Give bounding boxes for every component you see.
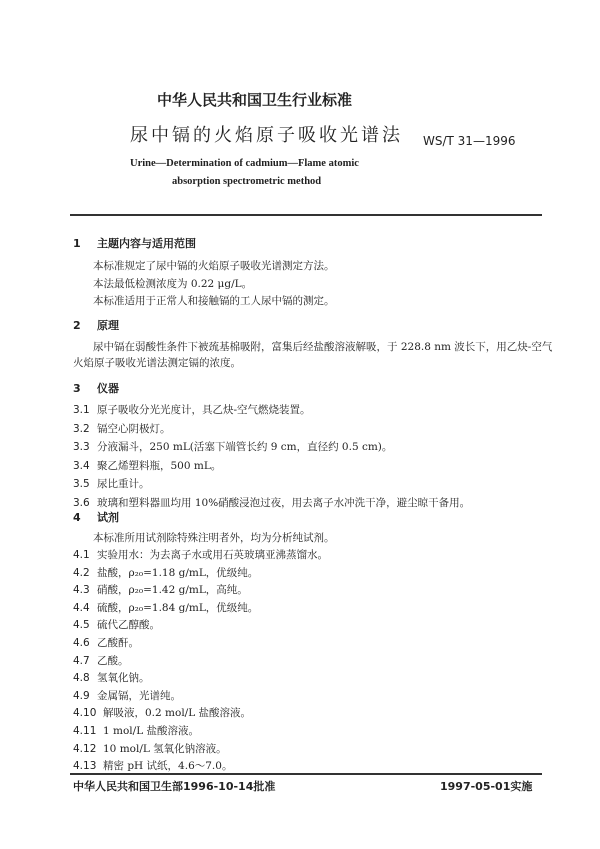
item-number: 4.4 <box>73 601 90 614</box>
item-number: 3.2 <box>73 422 90 435</box>
section-1-heading: 1 主题内容与适用范围 <box>73 237 196 250</box>
standard-code: WS/T 31—1996 <box>423 134 516 148</box>
list-item <box>73 620 160 631</box>
item-text: 乙酸。 <box>97 654 129 667</box>
item-text: 分液漏斗，250 mL(活塞下端管长约 9 cm，直径约 0.5 cm)。 <box>97 441 393 454</box>
header-rule <box>70 214 542 216</box>
section-1-para: 本标准规定了尿中镉的火焰原子吸收光谱测定方法。 <box>93 260 335 272</box>
list-item <box>73 585 248 596</box>
list-item <box>73 761 232 772</box>
list-item <box>73 424 171 435</box>
item-number: 3.5 <box>73 478 90 491</box>
approval-note: 中华人民共和国卫生部1996-10-14批准 <box>73 780 276 793</box>
document-title: 尿中镉的火焰原子吸收光谱法 <box>130 125 403 146</box>
item-number: 4.3 <box>73 584 90 597</box>
list-item <box>73 708 251 719</box>
section-4-intro: 本标准所用试剂除特殊注明者外，均为分析纯试剂。 <box>93 532 335 544</box>
list-item <box>73 691 181 702</box>
item-text: 硝酸，ρ₂₀=1.42 g/mL，高纯。 <box>97 584 248 597</box>
item-text: 乙酸酐。 <box>97 637 139 649</box>
section-4-heading: 4 试剂 <box>73 511 119 524</box>
item-text: 氢氧化钠。 <box>97 672 150 685</box>
item-text: 1 mol/L 盐酸溶液。 <box>103 725 200 737</box>
list-item <box>73 726 199 737</box>
list-item <box>73 442 392 453</box>
list-item <box>73 638 139 649</box>
implementation-date: 1997-05-01实施 <box>440 780 533 793</box>
section-1-para: 本法最低检测浓度为 0.22 μg/L。 <box>93 278 253 290</box>
item-text: 硫酸，ρ₂₀=1.84 g/mL，优级纯。 <box>97 601 259 614</box>
list-item <box>73 744 227 755</box>
item-number: 4.12 <box>73 742 97 755</box>
section-2-para: 尿中镉在弱酸性条件下被巯基棉吸附，富集后经盐酸溶液解吸，于 228.8 nm 波长下，用乙炔-空气 <box>93 341 553 353</box>
item-number: 4.8 <box>73 672 90 685</box>
section-1-para: 本标准适用于正常人和接触镉的工人尿中镉的测定。 <box>93 295 335 307</box>
list-item <box>73 405 311 416</box>
item-text: 聚乙烯塑料瓶，500 mL。 <box>97 459 222 472</box>
item-number: 4.11 <box>73 725 97 737</box>
item-number: 4.7 <box>73 654 90 667</box>
item-number: 4.6 <box>73 637 90 649</box>
item-number: 3.6 <box>73 497 90 509</box>
item-text: 尿比重计。 <box>97 478 150 491</box>
item-number: 4.1 <box>73 549 90 561</box>
item-number: 4.10 <box>73 707 97 720</box>
item-number: 4.13 <box>73 760 97 773</box>
list-item <box>73 461 221 472</box>
item-text: 镉空心阴极灯。 <box>97 422 171 435</box>
list-item <box>73 479 150 490</box>
item-text: 玻璃和塑料器皿均用 10%硝酸浸泡过夜，用去离子水冲洗干净，避尘晾干备用。 <box>97 497 471 509</box>
section-3-heading: 3 仪器 <box>73 382 119 395</box>
footer-rule <box>70 773 542 775</box>
english-title-line2: absorption spectrometric method <box>172 176 322 187</box>
section-2-para: 火焰原子吸收光谱法测定镉的浓度。 <box>73 357 241 369</box>
item-number: 3.4 <box>73 459 90 472</box>
item-text: 解吸液，0.2 mol/L 盐酸溶液。 <box>103 707 252 720</box>
item-text: 原子吸收分光光度计，具乙炔-空气燃烧装置。 <box>97 404 311 416</box>
item-text: 金属镉，光谱纯。 <box>97 689 181 702</box>
item-number: 4.9 <box>73 689 90 702</box>
item-text: 实验用水：为去离子水或用石英玻璃亚沸蒸馏水。 <box>97 549 328 561</box>
section-2-heading: 2 原理 <box>73 319 119 332</box>
list-item <box>73 656 129 667</box>
item-number: 4.2 <box>73 566 90 579</box>
item-text: 10 mol/L 氢氧化钠溶液。 <box>103 742 227 755</box>
list-item <box>73 568 258 579</box>
item-text: 盐酸，ρ₂₀=1.18 g/mL，优级纯。 <box>97 566 259 579</box>
list-item <box>73 673 150 684</box>
list-item <box>73 603 258 614</box>
item-text: 硫代乙醇酸。 <box>97 619 160 632</box>
list-item <box>73 550 328 561</box>
list-item <box>73 498 470 509</box>
org-standard-heading: 中华人民共和国卫生行业标准 <box>157 91 353 109</box>
item-number: 4.5 <box>73 619 90 632</box>
english-title-line1: Urine—Determination of cadmium—Flame atomic <box>130 158 359 169</box>
item-number: 3.1 <box>73 404 90 416</box>
item-text: 精密 pH 试纸，4.6～7.0。 <box>103 760 233 773</box>
item-number: 3.3 <box>73 441 90 454</box>
